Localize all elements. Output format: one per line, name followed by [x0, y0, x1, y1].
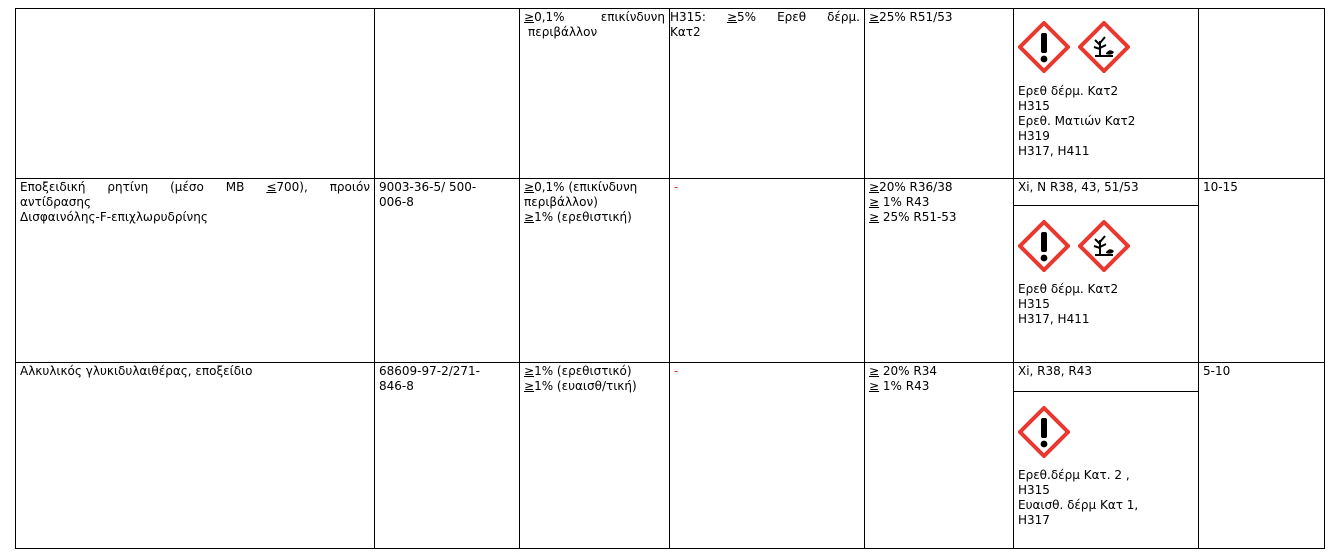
hazard-table [15, 8, 1325, 549]
table-row [16, 9, 1325, 179]
substance-cell [16, 9, 375, 179]
risk-phrases-cell: ≥ 20% R34 ≥ 1% R43 [865, 363, 1014, 549]
exclamation-mark-pictogram-icon [1018, 220, 1070, 272]
concentration-limit-cell: ≥0,1% (επικίνδυνη περιβάλλον) ≥1% (ερεθιστική) [520, 179, 670, 363]
pictogram-group [1018, 210, 1194, 278]
table-row [16, 179, 1325, 363]
concentration-limit-cell: ≥0,1% επικίνδυνη περιβάλλον [520, 9, 670, 179]
substance-cell: Αλκυλικός γλυκιδυλαιθέρας, εποξείδιο [16, 363, 375, 549]
classification-cell: Xi, R38, R43 Ερεθ.δέρμ Κατ. 2 , H315 Ευαισθ. δέρμ Κατ 1, H317 [1014, 363, 1199, 549]
classification-cell: Xi, N R38, 43, 51/53 Ερεθ δέρμ. Κατ2 H315 H317, H411 [1014, 179, 1199, 363]
pictogram-group [1018, 10, 1194, 78]
percent-cell: 5-10 [1199, 363, 1325, 549]
pictogram-group [1018, 396, 1194, 464]
cas-ec-cell: 68609-97-2/271- 846-8 [375, 363, 520, 549]
cas-ec-cell [375, 9, 520, 179]
substance-cell: Εποξειδική ρητίνη (μέσο ΜΒ ≤700), προιόν αντίδρασης Δισφαινόλης-F-επιχλωρυδρίνης [16, 179, 375, 363]
concentration-limit-cell: ≥1% (ερεθιστικό) ≥1% (ευαισθ/τική) [520, 363, 670, 549]
table-row [16, 363, 1325, 549]
environment-pictogram-icon [1078, 21, 1130, 73]
risk-phrases-cell: ≥25% R51/53 [865, 9, 1014, 179]
environment-pictogram-icon [1078, 220, 1130, 272]
classification-divider: Ερεθ δέρμ. Κατ2 H315 H317, H411 [1014, 205, 1198, 327]
exclamation-mark-pictogram-icon [1018, 406, 1070, 458]
risk-phrases-cell: ≥20% R36/38 ≥ 1% R43 ≥ 25% R51-53 [865, 179, 1014, 363]
percent-cell: 10-15 [1199, 179, 1325, 363]
specific-limit-cell: - [670, 363, 865, 549]
specific-limit-cell: - [670, 179, 865, 363]
classification-cell: Ερεθ δέρμ. Κατ2 H315 Ερεθ. Ματιών Κατ2 H319 H317, H411 [1014, 9, 1199, 179]
cas-ec-cell: 9003-36-5/ 500- 006-8 [375, 179, 520, 363]
classification-divider: Ερεθ.δέρμ Κατ. 2 , H315 Ευαισθ. δέρμ Κατ 1, H317 [1014, 391, 1198, 528]
percent-cell [1199, 9, 1325, 179]
specific-limit-cell: Η315: ≥5% Ερεθ δέρμ. Κατ2 [670, 9, 865, 179]
exclamation-mark-pictogram-icon [1018, 21, 1070, 73]
